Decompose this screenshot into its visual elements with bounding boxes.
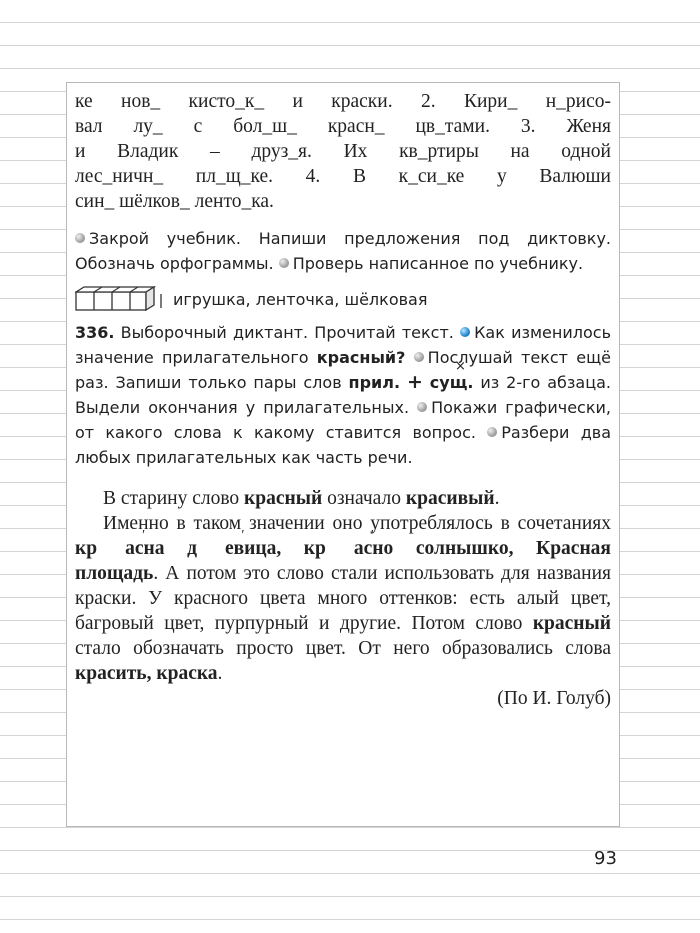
text-line: и Владик – друз_я. Их кв_ртиры на одной	[75, 141, 611, 162]
text-line: вал лу_ с бол_ш_ красн_ цв_тами. 3. Женя	[75, 116, 611, 137]
bullet-icon	[414, 352, 424, 362]
bullet-icon	[279, 258, 289, 268]
vocabulary-list: игрушка, ленточка, шёлковая	[173, 289, 428, 309]
vocabulary-blocks-icon	[75, 286, 167, 312]
page-number: 93	[594, 848, 617, 869]
text-line: ке нов_ кисто_к_ и краски. 2. Кири_ н_рисо-	[75, 91, 611, 112]
vocabulary-words	[75, 286, 611, 312]
exercise-panel	[66, 82, 620, 827]
text-line: син_ шёлков_ ленто_ка.	[75, 191, 274, 212]
task-dictation: Закрой учебник. Напиши предложения под диктовку. Обозначь орфограммы. Проверь написанное по учебнику.	[75, 229, 611, 273]
reading-text	[75, 486, 611, 711]
bullet-icon	[417, 402, 427, 412]
text-source: (По И. Голуб)	[497, 688, 611, 709]
text-line: лес_ничн_ пл_щ_ке. 4. В к_си_ке у Валюши	[75, 166, 611, 187]
bullet-blue-icon	[460, 327, 470, 337]
exercise-336-task: 336. Выборочный диктант. Прочитай текст. Как изменилось значение прилагательного красный? Послушай текст ещё раз. Запиши только пары слов прил. + су× щ. из 2-го абзаца. Выдели окончания у прилагательных. Покажи графически, от какого слова к какому ставится вопрос. Разбери два любых прилагательных как часть речи.	[75, 320, 611, 470]
exercise-continuation	[75, 89, 611, 214]
reading-paragraph-1: В старину слово красный означало красивый.	[103, 488, 500, 509]
exercise-number: 336.	[75, 323, 115, 342]
bullet-icon	[75, 233, 85, 243]
bullet-icon	[487, 427, 497, 437]
noun-abbr: су× щ.	[430, 373, 474, 392]
reading-paragraph-2: Именно в таком значении оно употреблялось в сочетаниях кр а ′сна д е ′вица, кр а ′сно солнышко, Красная площадь. А потом это слово стали использовать для названия краски. У красного цвета много оттенков: есть алый цвет, багровый цвет, пурпурный и другие. Потом слово красный стало обозначать просто цвет. От него образовались слова красить, краска.	[75, 511, 611, 686]
